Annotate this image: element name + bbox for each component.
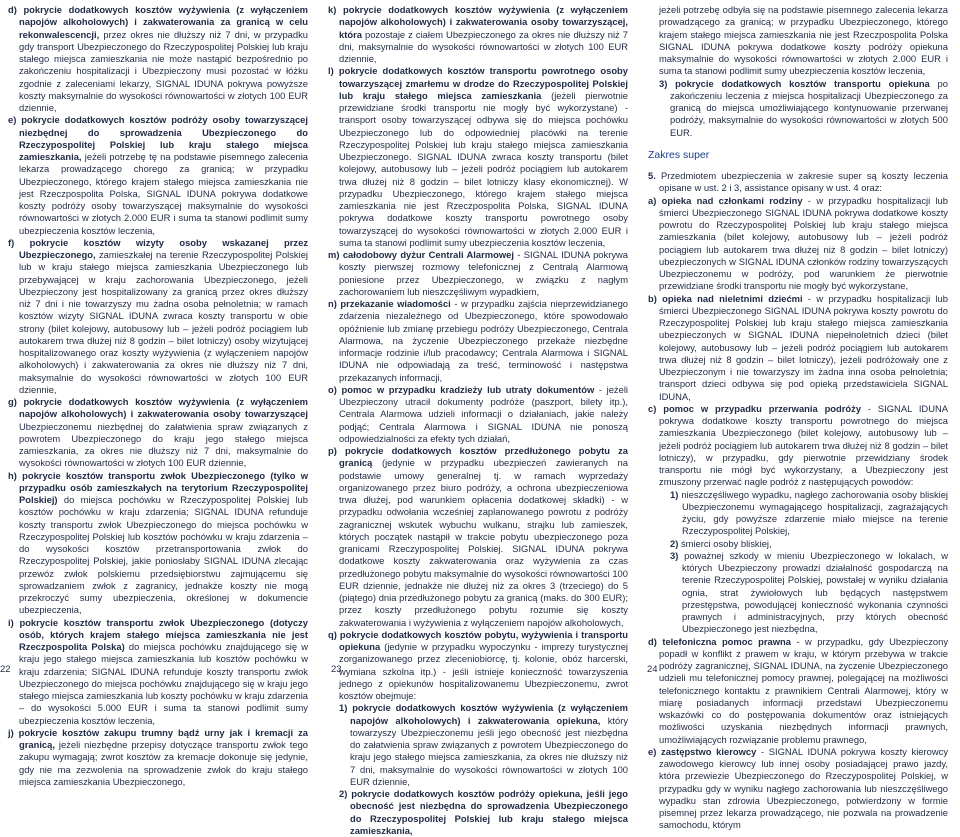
clause-paragraph <box>670 537 948 550</box>
clause-paragraph <box>8 4 309 114</box>
clause-text: nieszczęśliwego wypadku, nagłego zachorowania osoby bliskiej Ubezpieczonemu wymagającego hospitalizacji, zagrażających życiu, gdy powyższe zdarzenie miało miejsce na terenie Rzeczypospolitej Polskiej, <box>681 488 949 537</box>
clause-label: b) <box>648 292 657 304</box>
clause-label: h) <box>8 469 17 481</box>
clause-text: jeżeli potrzebę tę na podstawie pisemnego zalecenia lekarza prowadzącego chorego za granicą; w przypadku Ubezpieczonego, którego krajem stałego miejsca zamieszkania nie jest Rzeczpospolita Polska, SIGNAL IDUNA pokrywa dodatkowe koszty podróży osoby towarzyszącej maksymalnie do wysokości równowartości w złotych 2.000 EUR i suma ta stanowi podlimit sumy ubezpieczenia kosztów leczenia, <box>19 151 308 236</box>
clause-title: telefoniczna pomoc prawna <box>662 635 791 647</box>
clause-text: - w przypadku zajścia nieprzewidzianego zdarzenia niezależnego od Ubezpieczonego, które spowodowało opóźnienie lub zmianę przebiegu podróży Ubezpieczonego, Centrala Alarmowa, na życzenie Ubezpieczonego przekaże niezbędne informacje rodzinie i/lub pracodawcy; Centrala Alarmowa i SIGNAL IDUNA nie odpowiadają za treść, terminowość i następstwa przekazanych informacji, <box>339 298 629 383</box>
clause-label: o) <box>328 383 337 395</box>
clause-label: 3) <box>670 549 679 561</box>
page-number-left: 22 <box>0 664 11 675</box>
clause-title: opieka nad członkami rodziny <box>661 194 803 206</box>
clause-paragraph <box>8 726 308 788</box>
clause-text: (jeżeli pierwotnie przewidziane środki transportu nie mogły być wykorzystane) - transport osoby towarzyszącej odbywa się do miejsca pochówku Ubezpieczonego lub do odpowiedniej placówki na terenie Rzeczypospolitej Polskiej lub kraju stałego miejsca zamieszkania Ubezpieczonego. SIGNAL IDUNA zwraca koszty transportu (bilet kolejowy, autobusowy lub – jeżeli podróż pociągiem lub autokarem trwa dłużej niż 8 godzin – bilet lotniczy klasy ekonomicznej). W przypadku Ubezpieczonego, którego krajem stałego miejsca zamieszkania nie jest Rzeczpospolita Polska, SIGNAL IDUNA pokrywa dodatkowe koszty transportu powrotnego osoby towarzyszącej do wysokości równowartości w złotych 2.000 EUR i suma ta stanowi podlimit sumy ubezpieczenia kosztów leczenia, <box>339 89 628 248</box>
clause-label: e) <box>8 114 17 126</box>
column-1 <box>8 4 309 787</box>
clause-text: Przedmiotem ubezpieczenia w zakresie super są koszty leczenia opisane w ust. 2 i 3, assistance opisany w ust. 4 oraz: <box>659 170 948 194</box>
clause-text: - jeżeli Ubezpieczony utracił dokumenty podróże (paszport, bilety itp.), Centrala Alarmowa udzieli informacji o działaniach, jakie należy podjąć; Centrala Alarmowa i SIGNAL IDUNA nie ponoszą odpowiedzialności za efekty tych działań, <box>339 383 628 444</box>
clause-label: a) <box>648 194 657 206</box>
clause-title: pokrycie kosztów transportu zwłok Ubezpieczonego (dotyczy osób, których krajem stałego miejsca zamieszkania nie jest Rzeczpospolita Polska) <box>19 616 309 652</box>
clause-text: który towarzyszy Ubezpieczonemu jeśli jego obecność jest niezbędna do załatwienia spraw związanych z powrotem Ubezpieczonego do kraju jego stałego miejsca zamieszkania, za okres nie dłuższy niż 7 dni, maksymalnie do wysokości równowartości w złotych 100 EUR dziennie, <box>350 714 629 787</box>
clause-text: przez okres nie dłuższy niż 7 dni, w przypadku gdy transport Ubezpieczonego do Rzeczypospolitej Polskiej lub kraju stałego miejsca zamieszkania nie może nastąpić bezpośrednio po zakończeniu hospitalizacji i Ubezpieczony musi pozostać w łóżku zgodnie z zaleceniami lekarzy, SIGNAL IDUNA pokrywa powyższe koszty maksymalnie do wysokości równowartości w złotych 100 EUR dziennie, <box>19 28 308 113</box>
clause-paragraph <box>8 236 309 396</box>
clause-paragraph <box>328 445 628 629</box>
clause-text: poważnej szkody w mieniu Ubezpieczonego w lokalach, w których Ubezpieczony prowadzi działalność gospodarczą na terenie Rzeczypospolitej Polskiej, powstałej w wyniku działania ognia, strat żywiołowych lub będących następstwem przestępstwa, powodującej konieczność wykonania czynności prawnych i administracyjnych, przy których obecność Ubezpieczonego jest niezbędna, <box>682 549 948 635</box>
clause-title: pokrycie dodatkowych kosztów wyżywienia (z wyłączeniem napojów alkoholowych) i zakwaterowania osoby towarzyszącej, która <box>339 4 628 40</box>
clause-title: zastępstwo kierowcy <box>661 745 757 757</box>
clause-text: - w przypadku, gdy Ubezpieczony popadł w konflikt z prawem w kraju, w którym przebywa w trakcie podróży zagranicznej, SIGNAL IDUNA, na życzenie Ubezpieczonego udzieli mu telefonicznej pomocy prawnej, polegającej na możliwości telefonicznego kontaktu z prawnikiem Centrali Alarmowej, który w miarę posiadanych informacji przedstawi Ubezpieczonemu wskazówki co do postępowania dokumentów oraz istniejących możliwości uzyskania niezbędnych informacji prawnych, umożliwiających rozwiązanie problemu prawnego, <box>659 635 949 745</box>
clause-paragraph <box>648 745 949 832</box>
clause-label: 1) <box>670 488 679 500</box>
clause-paragraph <box>339 788 628 837</box>
clause-paragraph <box>648 170 948 195</box>
clause-label: 3) <box>659 77 668 89</box>
clause-text: do miejsca pochówku w Rzeczypospolitej Polskiej lub kosztów pochówku w kraju zdarzenia; SIGNAL IDUNA refunduje koszty transportu zwłok Ubezpieczonego do miejsca pochówku w Rzeczypospolitej Polskiej lub kosztów pochówku w kraju zdarzenia – do wysokości kosztów przetransportowania zwłok do Rzeczypospolitej Polskiej, jakie poniosłaby SIGNAL IDUNA zlecając przewóz zwłok polskiemu przedsiębiorstwu zajmującemu się sprowadzaniem zwłok z zagranicy, jednakże koszty nie mogą przekroczyć sumy ubezpieczenia, określonej w dokumencie ubezpieczenia, <box>19 494 308 616</box>
clause-text: - w przypadku hospitalizacji lub śmierci Ubezpieczonego SIGNAL IDUNA pokrywa dodatkowe koszty powrotu do Rzeczypospolitej Polskiej lub kraju stałego miejsca zamieszkania (bilet kolejowy, autobusowy lub – jeżeli podróż pociągiem lub autokarem trwa dłużej niż 8 godzin – bilet lotniczy) ubezpieczonych w SIGNAL IDUNA członków rodziny towarzyszących Ubezpieczonemu w podróży, pod warunkiem że pierwotnie przewidziane środki transportu nie mogły być wykorzystane, <box>659 194 948 292</box>
clause-text: (jedynie w przypadku ubezpieczeń zawieranych na podstawie umowy generalnej tj. w ramach wyprzedaży organizowanego przez biuro podróży, a ochrona ubezpieczeniowa trwa dłużej, pod warunkiem opłacenia dodatkowej składki) - w przypadku odwołania wcześniej zaplanowanego powrotu z podróży zagranicznej wskutek wybuchu wulkanu, strajku lub zamieszek, których początek nastąpił w trakcie pobytu ubezpieczonego poza granicami Rzeczypospolitej Polskiej. SIGNAL IDUNA pokrywa dodatkowe koszty zakwaterowania oraz wyżywienia za czas przedłużonego pobytu maksymalnie do wysokości równowartości 100 EUR dziennie, jednakże nie dłużej niż za okres 3 (trzeciego) do 5 (piątego) dnia przedłużonego pobytu za granicą (maks. do 300 EUR); przez koszty przedłużonego pobytu rozumie się koszty zakwaterowania i wyżywienia z wyłączeniem napojów alkoholowych, <box>339 457 628 628</box>
clause-paragraph <box>648 194 948 293</box>
clause-title: pokrycie dodatkowych kosztów transportu opiekuna <box>675 77 930 89</box>
clause-title: pokrycie dodatkowych kosztów wyżywienia (z wyłączeniem napojów alkoholowych) i zakwaterowania osoby towarzyszącej <box>19 396 309 420</box>
clause-text: - SIGNAL IDUNA pokrywa koszty pierwszej rozmowy telefonicznej z Centralą Alarmową poniesione przez Ubezpieczonego, w związku z nagłym zachorowaniem lub nieszczęśliwym wypadkiem, <box>339 249 628 297</box>
clause-label: d) <box>648 635 657 647</box>
clause-paragraph <box>8 616 309 727</box>
clause-title: pokrycie dodatkowych kosztów przedłużonego pobytu za granicą <box>339 445 628 469</box>
clause-label: 5. <box>648 170 656 181</box>
clause-paragraph <box>328 298 629 384</box>
clause-label: l) <box>328 65 334 77</box>
clause-paragraph <box>659 77 948 139</box>
clause-label: j) <box>8 726 14 738</box>
clause-paragraph <box>8 396 309 470</box>
clause-text: - SIGNAL IDUNA pokrywa dodatkowe koszty transportu powrotnego do miejsca zamieszkania Ubezpieczonego (bilet kolejowy, autobusowy lub – jeżeli podróż pociągiem lub autokarem trwa dłużej niż 8 godzin – bilet lotniczy), w przypadku, gdy pierwotnie przewidziany środek transportu nie mógł być wykorzystany, a Ubezpieczony jest zmuszony przerwać nagle podróż z następujących powodów: <box>659 402 948 488</box>
clause-text: Ubezpieczonemu niezbędnej do załatwienia spraw związanych z powrotem Ubezpieczonego do kraju jego stałego miejsca zamieszkania, za okres nie dłuższy niż 7 dni, maksymalnie do wysokości równowartości w złotych 100 EUR dziennie, <box>19 420 308 469</box>
clause-text: - SIGNAL IDUNA pokrywa koszty kierowcy zawodowego kierowcy lub innej osoby posiadającej prawo jazdy, która przewiezie Ubezpieczonego do Rzeczypospolitej Polskiej, w przypadku gdy w wyniku nagłego zachorowania lub nieszczęśliwego wypadku stan zdrowia Ubezpieczonego, potwierdzony w formie pisemnej przez lekarza prowadzącego, nie pozwala na prowadzenie samochodu, którym <box>659 745 949 831</box>
clause-label: m) <box>328 249 340 260</box>
clause-text: do miejsca pochówku znajdującego się w kraju jego stałego miejsca zamieszkania lub kosztów pochówku w kraju zdarzenia; SIGNAL IDUNA refunduje koszty transportu zwłok Ubezpieczonego do miejsca pochówku znajdującego się w kraju jego stałego miejsca zamieszkania lub koszty pochówku w kraju zdarzenia – do wysokości 5.000 EUR i suma ta stanowi podlimit sumy ubezpieczenia kosztów leczenia, <box>19 641 308 726</box>
clause-title: pomoc w przypadku przerwania podróży <box>663 402 862 414</box>
clause-label: c) <box>648 402 657 414</box>
page-number-right: 24 <box>647 664 658 675</box>
clause-title: pokrycie dodatkowych kosztów wyżywienia (z wyłączeniem napojów alkoholowych) i zakwaterowania opiekuna, <box>350 702 628 726</box>
clause-paragraph <box>648 402 948 489</box>
clause-label: e) <box>648 745 657 757</box>
clause-paragraph <box>670 488 949 538</box>
clause-title: całodobowy dyżur Centrali Alarmowej <box>342 249 514 260</box>
clause-paragraph <box>339 702 629 788</box>
clause-label: p) <box>328 445 337 456</box>
clause-paragraph <box>648 292 948 403</box>
clause-paragraph <box>8 114 309 237</box>
clause-paragraph <box>328 249 628 298</box>
clause-title: pokrycie dodatkowych kosztów wyżywienia (z wyłączeniem napojów alkoholowych) i zakwaterowania za granicą w celu rekonwalescencji, <box>19 4 309 40</box>
clause-text: jeżeli potrzebę odbyła się na podstawie pisemnego zalecenia lekarza prowadzącego za granicą; w przypadku Ubezpieczonego, którego krajem stałego miejsca zamieszkania nie jest Rzeczpospolita Polska SIGNAL IDUNA pokrywa dodatkowe koszty podróży opiekuna maksymalnie do wysokości równowartości w złotych 2.000 EUR i suma ta stanowi podlimit sumy ubezpieczenia kosztów leczenia, <box>659 4 948 77</box>
clause-label: d) <box>8 4 17 15</box>
clause-title: pokrycie kosztów transportu zwłok Ubezpieczonego (tylko w przypadku osób zamieszkałych na terytorium Rzeczypospolitej Polskiej) <box>19 469 308 505</box>
clause-text: pozostaje z ciałem Ubezpieczonego za okres nie dłuższy niż 7 dni, maksymalnie do wysokości równowartości w złotych 100 EUR dziennie, <box>339 28 628 64</box>
clause-label: n) <box>328 298 337 309</box>
clause-label: i) <box>8 616 14 628</box>
clause-text: po zakończeniu leczenia z miejsca hospitalizacji Ubezpieczonego za granicą do miejsca umożliwiającego kontynuowanie przerwanej podróży, maksymalnie do wysokości równowartości w złotych 500 EUR. <box>670 77 948 138</box>
clause-paragraph <box>659 4 948 78</box>
clause-label: 2) <box>339 788 348 799</box>
clause-title: pokrycie dodatkowych kosztów podróży opiekuna, jeśli jego obecność jest niezbędna do sprowadzenia Ubezpieczonego do Rzeczypospolitej Polskiej lub kraju stałego miejsca zamieszkania, <box>350 788 628 836</box>
section-heading: Zakres super <box>648 148 710 161</box>
page-number-middle: 23 <box>331 664 342 675</box>
clause-text: jeżeli niezbędne przepisy dotyczące transportu zwłok tego zakupu wymagają; zwrot kosztów za kremacje dokonuje się jedynie, gdy nie ma zezwolenia na sprowadzenie zwłok do kraju stałego miejsca zamieszkania Ubezpieczonego, <box>19 739 308 787</box>
clause-text: śmierci osoby bliskiej, <box>680 537 772 549</box>
clause-text: - w przypadku hospitalizacji lub śmierci Ubezpieczonego SIGNAL IDUNA pokrywa koszty powrotu do Rzeczypospolitej Polskiej lub kraju stałego miejsca zamieszkania ubezpieczonych w SIGNAL IDUNA niepełnoletnich dzieci (bilet kolejowy, autobusowy lub – jeżeli podróż pociągiem lub autokarem trwa dłużej niż 8 godzin – bilet lotniczy), jeżeli podróżowały one z Ubezpieczonym i nie towarzyszy im żadna inna osoba pełnoletnia; transport dzieci odbywa się pod opieką przedstawiciela SIGNAL IDUNA, <box>659 292 948 402</box>
clause-title: pokrycie dodatkowych kosztów podróży osoby towarzyszącej niezbędnej do sprowadzenia Ubezpieczonego do Rzeczypospolitej Polskiej lub kraju stałego miejsca zamieszkania, <box>19 114 309 162</box>
clause-label: 2) <box>670 537 679 549</box>
clause-paragraph <box>328 383 628 445</box>
clause-title: pokrycie kosztów zakupu trumny bądź urny jak i kremacji za granicą, <box>18 726 308 750</box>
clause-label: k) <box>328 4 337 15</box>
clause-title: pokrycie dodatkowych kosztów transportu powrotnego osoby towarzyszącej zmarłemu w drodze do Rzeczypospolitej Polskiej lub kraju stałego miejsca zamieszkania <box>338 65 629 101</box>
clause-title: pokrycie kosztów wizyty osoby wskazanej przez Ubezpieczonego, <box>19 236 309 260</box>
clause-label: g) <box>8 396 17 407</box>
clause-title: pokrycie dodatkowych kosztów pobytu, wyżywienia i transportu opiekuna <box>339 628 628 652</box>
clause-title: pomoc w przypadku kradzieży lub utraty dokumentów <box>341 383 595 395</box>
clause-text: (jedynie w przypadku wypoczynku - imprezy turystycznej zorganizowanego przez zleceniobiorcę, tj. kolonie, obóz harcerski, wymiana szkolna itp.) - jeśli istnieje konieczność towarzyszenia jednego z opiekunów hospitalizowanemu Ubezpieczonemu, zwrot kosztów obejmuje: <box>339 641 628 701</box>
clause-title: opieka nad nieletnimi dziećmi <box>662 292 803 304</box>
clause-title: przekazanie wiadomości <box>340 298 451 309</box>
clause-text: zamieszkałej na terenie Rzeczypospolitej Polskiej lub w kraju stałego miejsca zamieszkania Ubezpieczonego lub przebywającej w kraju zachorowania Ubezpieczonego, jeżeli Ubezpieczony jest hospitalizowany za granicą przez okres dłuższy niż 7 dni i nie towarzyszy mu żadna osoba pełnoletnia; w ramach kosztów wizyty SIGNAL IDUNA zwraca koszty transportu w obie strony (bilet kolejowy, autobusowy lub – jeżeli podróż pociągiem lub autokarem trwa dłużej niż 8 godzin – bilet lotniczy) osoby wizytującej hospitalizowanego oraz koszty wyżywienia (z wyłączeniem napojów alkoholowych) i zakwaterowania za okres nie dłuższy niż 7 dni, maksymalnie do wysokości równowartości w złotych 100 EUR dziennie, <box>19 249 308 395</box>
clause-paragraph <box>8 469 308 617</box>
clause-paragraph <box>328 65 629 249</box>
clause-paragraph <box>328 4 628 65</box>
clause-label: 1) <box>339 702 348 714</box>
clause-paragraph <box>670 549 948 636</box>
clause-label: f) <box>8 236 15 248</box>
clause-label: q) <box>328 628 337 640</box>
